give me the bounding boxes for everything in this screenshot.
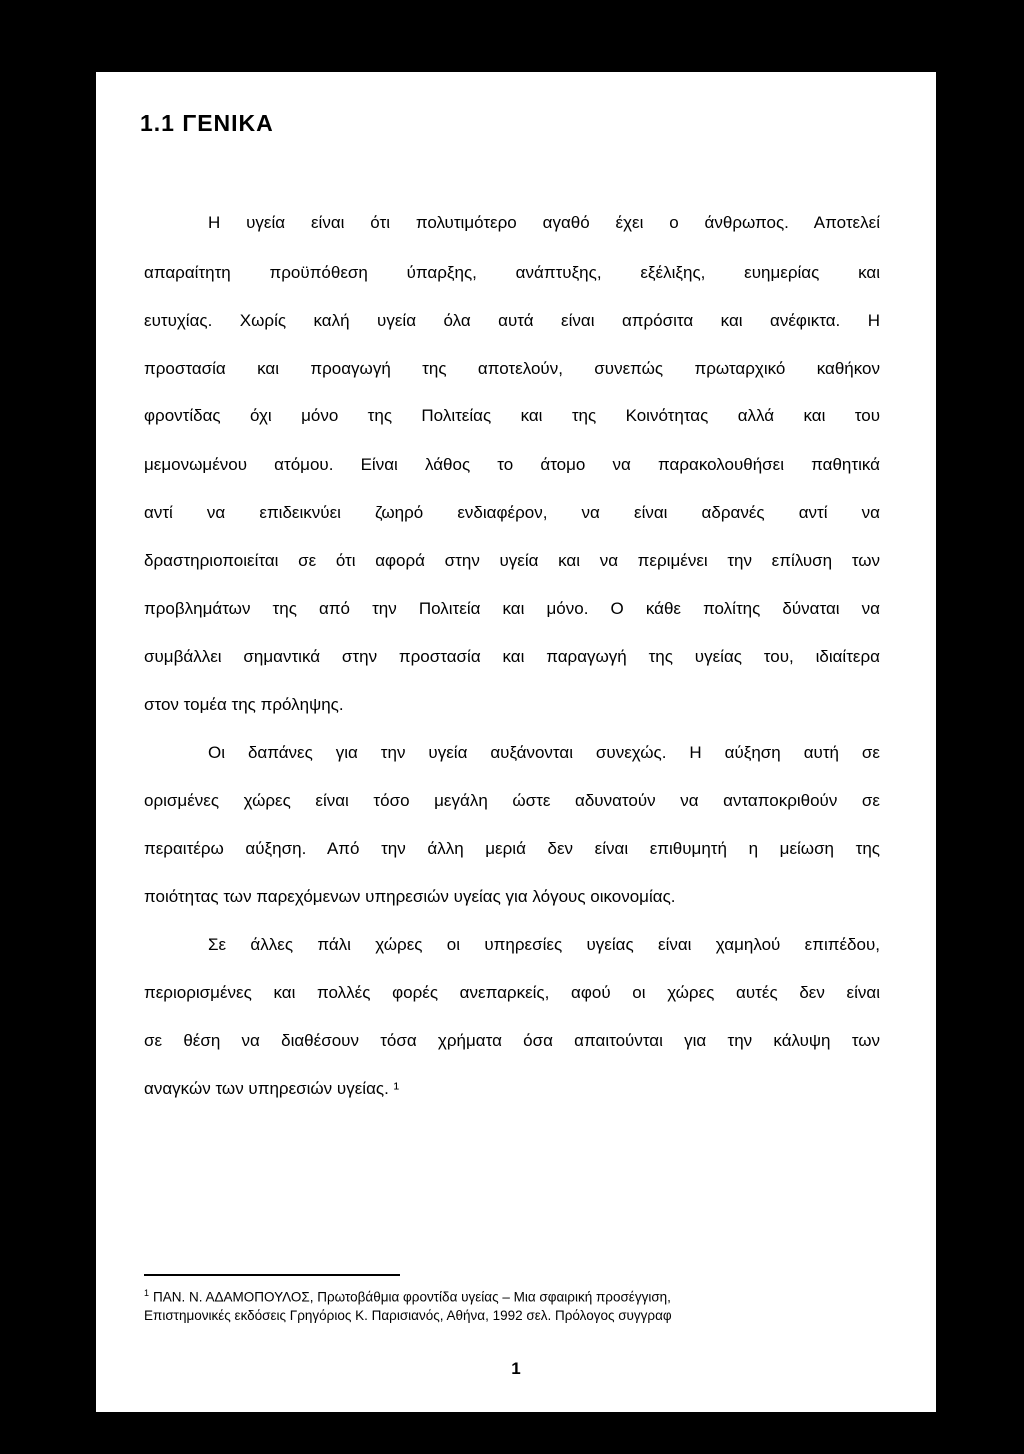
section-heading: 1.1 ΓΕΝΙΚΑ: [140, 110, 274, 136]
footnote-line-1: [144, 1284, 884, 1307]
paragraph-3-line-1: Σε άλλες πάλι χώρες οι υπηρεσίες υγείας είναι χαμηλού επιπέδου,: [208, 935, 880, 954]
footnote-text-1: ΠΑΝ. Ν. ΑΔΑΜΟΠΟΥΛΟΣ, Πρωτοβάθμια φροντίδα υγείας – Μια σφαιρική προσέγγιση,: [153, 1289, 671, 1305]
page-number: 1: [511, 1359, 521, 1378]
paragraph-2-line-4: ποιότητας των παρεχόμενων υπηρεσιών υγείας για λόγους οικονομίας.: [144, 887, 676, 906]
paragraph-1-line-4: προστασία και προαγωγή της αποτελούν, συνεπώς πρωταρχικό καθήκον: [144, 359, 880, 378]
paragraph-3-line-4: αναγκών των υπηρεσιών υγείας. ¹: [144, 1079, 400, 1098]
footnote-marker: 1: [144, 1288, 150, 1298]
paragraph-2-line-2: ορισμένες χώρες είναι τόσο μεγάλη ώστε αδυνατούν να ανταποκριθούν σε: [144, 791, 880, 810]
paragraph-1-line-11: στον τομέα της πρόληψης.: [144, 695, 344, 714]
paragraph-1-line-7: αντί να επιδεικνύει ζωηρό ενδιαφέρον, να είναι αδρανές αντί να: [144, 503, 880, 522]
paragraph-1-line-3: ευτυχίας. Χωρίς καλή υγεία όλα αυτά είναι απρόσιτα και ανέφικτα. Η: [144, 311, 880, 330]
footnote-divider: [144, 1274, 400, 1276]
paragraph-1-line-10: συμβάλλει σημαντικά στην προστασία και παραγωγή της υγείας του, ιδιαίτερα: [144, 647, 880, 666]
paragraph-3-line-2: περιορισμένες και πολλές φορές ανεπαρκείς, αφού οι χώρες αυτές δεν είναι: [144, 983, 880, 1002]
paragraph-2-line-3: περαιτέρω αύξηση. Από την άλλη μεριά δεν είναι επιθυμητή η μείωση της: [144, 839, 880, 858]
paragraph-1-line-9: προβλημάτων της από την Πολιτεία και μόνο. Ο κάθε πολίτης δύναται να: [144, 599, 880, 618]
paragraph-1-line-8: δραστηριοποιείται σε ότι αφορά στην υγεία και να περιμένει την επίλυση των: [144, 551, 880, 570]
paragraph-1-line-1: Η υγεία είναι ότι πολυτιμότερο αγαθό έχει ο άνθρωπος. Αποτελεί: [208, 213, 880, 232]
footnote-line-2: Επιστημονικές εκδόσεις Γρηγόριος Κ. Παρισιανός, Αθήνα, 1992 σελ. Πρόλογος συγγραφ: [144, 1308, 672, 1323]
paragraph-2-line-1: Οι δαπάνες για την υγεία αυξάνονται συνεχώς. Η αύξηση αυτή σε: [208, 743, 880, 762]
paragraph-1-line-5: φροντίδας όχι μόνο της Πολιτείας και της Κοινότητας αλλά και του: [144, 406, 880, 425]
document-page: [96, 72, 936, 1412]
paragraph-3-line-3: σε θέση να διαθέσουν τόσα χρήματα όσα απαιτούνται για την κάλυψη των: [144, 1031, 880, 1050]
paragraph-1-line-6: μεμονωμένου ατόμου. Είναι λάθος το άτομο να παρακολουθήσει παθητικά: [144, 455, 880, 474]
paragraph-1-line-2: απαραίτητη προϋπόθεση ύπαρξης, ανάπτυξης, εξέλιξης, ευημερίας και: [144, 263, 880, 282]
